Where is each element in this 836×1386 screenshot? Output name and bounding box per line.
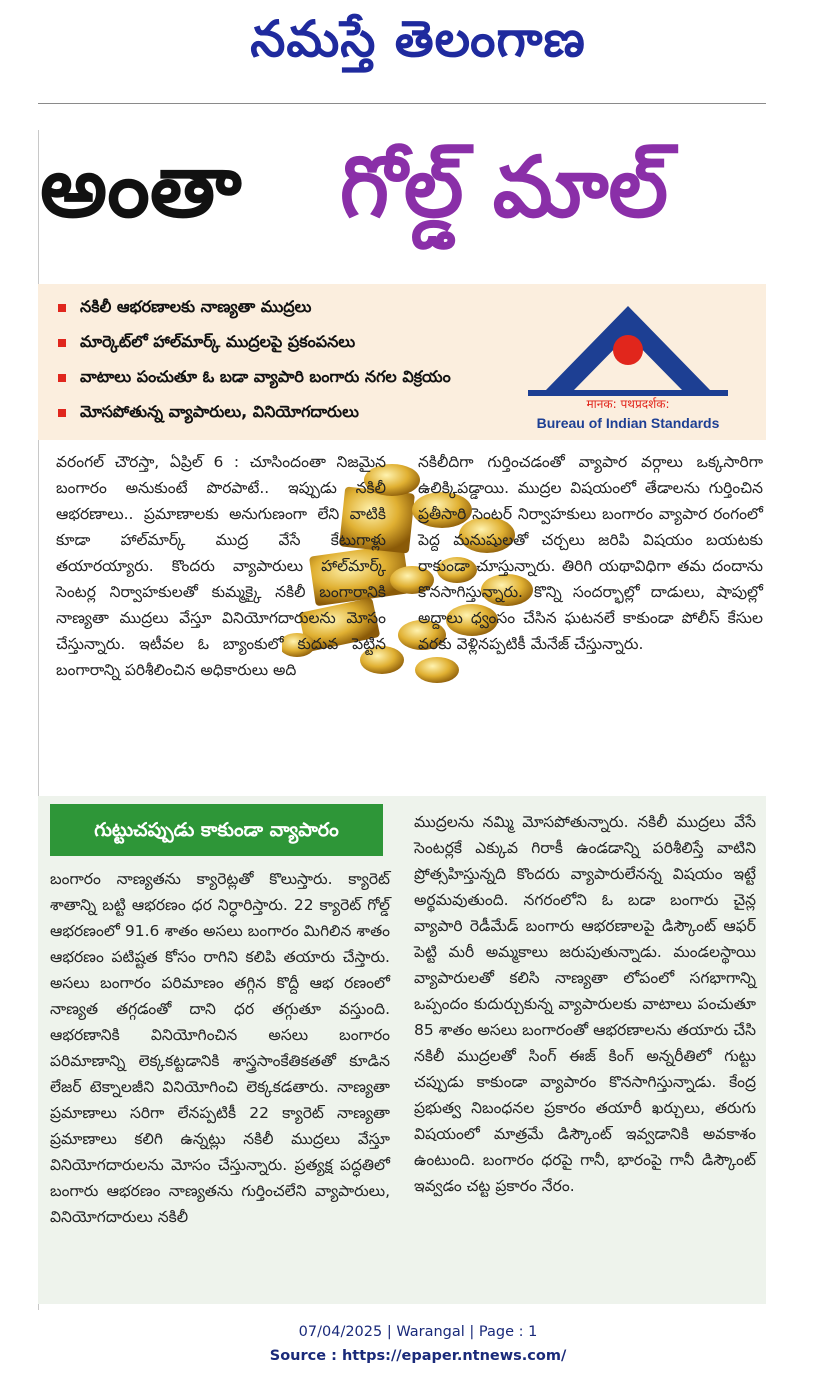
headline-part-1: అంతా [40,138,242,236]
highlight-item: మోసపోతున్న వ్యాపారులు, వినియోగదారులు [58,402,359,425]
highlight-item: వాటాలు పంచుతూ ఓ బడా వ్యాపారి బంగారు నగల విక్రయం [58,367,451,390]
bis-english-text: Bureau of Indian Standards [536,415,720,431]
highlight-item: నకిలీ ఆభరణాలకు నాణ్యతా ముద్రలు [58,297,311,320]
highlight-item: మార్కెట్‌లో హాల్‌మార్క్ ముద్రలపై ప్రకంపనలు [58,332,355,355]
sidebar-column-1: బంగారం నాణ్యతను క్యారెట్లతో కొలుస్తారు. క్యారెట్ శాతాన్ని బట్టి ఆభరణం ధర నిర్ధారిస్తారు. 22 క్యారెట్ గోల్డ్ ఆభరణంలో 91.6 శాతం అసలు బంగారం మిగిలిన శాతం ఆభరణం పటిష్టత కోసం రాగిని కలిపి తయారు చేస్తారు. అసలు బంగారం పరిమాణం తగ్గిన కొద్దీ ఆభ రణంలో నాణ్యత తగ్గడంతో దాని ధర తగ్గుతూ వస్తుంది. ఆభరణానికి వినియోగించిన అసలు బంగారం పరిమాణాన్ని లెక్కకట్టడానికి శాస్త్రసాంకేతికతతో కూడిన లేజర్ టెక్నాలజీని వినియోగించి లెక్కకడతారు. నాణ్యతా ప్రమాణాలు సరిగా లేనప్పటికీ 22 క్యారెట్ నాణ్యతా ప్రమాణాలు కలిగి ఉన్నట్లు నకిలీ ముద్రలు వేస్తూ వినియోగదారులను మోసం చేస్తున్నారు. ప్రత్యక్ష పద్ధతిలో బంగారు ఆభరణం నాణ్యతను గుర్తించలేని వ్యాపారులు, వినియోగదారులు నకిలీ [50,870,390,1226]
footer-date-edition: 07/04/2025 | Warangal | Page : 1 [298,1324,538,1340]
newspaper-title: నమస్తే తెలంగాణ [250,10,586,68]
bis-hindi-text: मानक: पथप्रदर्शक: [586,397,670,411]
headline-part-2: గోల్డ్ మాల్ [340,138,669,236]
sidebar-subheading: గుట్టుచప్పుడు కాకుండా వ్యాపారం [50,804,383,856]
article-column-1: వరంగల్ చౌరస్తా, ఏప్రిల్ 6 : చూసిందంతా నిజమైన బంగారం అనుకుంటే పొరపాటే.. ఇప్పుడు నకిలీ ఆభరణాలు.. ప్రమాణాలకు అనుగుణంగా లేని వాటికి కూడా హాల్‌మార్క్ ముద్ర వేసే కేటుగాళ్లు తయారయ్యారు. కొందరు వ్యాపారులు హాల్‌మార్క్ సెంటర్ల నిర్వాహకులతో కుమ్మక్కై నకిలీ బంగారానికి నాణ్యతా ముద్రలు వేస్తూ వినియోగదారులను మోసం చేస్తున్నారు. ఇటీవల ఓ బ్యాంకులో కుదువ పెట్టిన బంగారాన్ని పరిశీలించిన అధికారులు అది [56,453,386,679]
masthead-divider [38,103,766,104]
article-headline [40,122,766,262]
footer-source-link[interactable]: Source : https://epaper.ntnews.com/ [269,1348,567,1364]
masthead [0,0,836,104]
bullet-marker [58,409,66,417]
bullet-marker [58,374,66,382]
bullet-marker [58,304,66,312]
bullet-marker [58,339,66,347]
article-column-2: నకిలీదిగా గుర్తించడంతో వ్యాపార వర్గాలు ఒక్కసారిగా ఉలిక్కిపడ్డాయి. ముద్రల విషయంలో తేడాలను గుర్తించిన ప్రతీసారి సెంటర్ నిర్వాహకులు బంగారం వ్యాపార రంగంలో పెద్ద మనుషులతో చర్చలు జరిపి విషయం బయటకు రాకుండా చూస్తున్నారు. తిరిగి యథావిధిగా తమ దందాను కొనసాగిస్తున్నారు. కొన్ని సందర్భాల్లో దాడులు, షాపుల్లో అద్దాలు ధ్వంసం చేసిన ఘటనలే కాకుండా పోలీస్ కేసుల వరకు వెళ్లినప్పటికీ మేనేజ్ చేస్తున్నారు. [418,453,763,653]
bis-logo [528,290,742,435]
sidebar-column-2: ముద్రలను నమ్మి మోసపోతున్నారు. నకిలీ ముద్రలు వేసే సెంటర్లకే ఎక్కువ గిరాకీ ఉండడాన్ని పరిశీలిస్తే వాటిని ప్రోత్సహిస్తున్నది కొందరు వ్యాపారులేనన్న విషయం ఇట్టే అర్థమవుతుంది. నగరంలోని ఓ బడా బంగారు చైన్ల వ్యాపారి రెడీమేడ్ బంగారు ఆభరణాలపై డిస్కౌంట్ ఆఫర్ పెట్టి మరీ అమ్మకాలు జరుపుతున్నాడు. మండలస్థాయి వ్యాపారులతో కలిసి నాణ్యతా లోపంలో సగభాగాన్ని ఒప్పందం కుదుర్చుకున్న వ్యాపారులకు వాటాలు పంచుతూ 85 శాతం అసలు బంగారంతో ఆభరణాలను తయారు చేసి నకిలీ ముద్రలతో సింగ్ ఈజ్ కింగ్ అన్నరీతిలో గుట్టు చప్పుడు కాకుండా వ్యాపారం కొనసాగిస్తున్నాడు. కేంద్ర ప్రభుత్వ నిబంధనల ప్రకారం తయారీ ఖర్చులు, తరుగు విషయంలో మాత్రమే డిస్కౌంట్ ఇవ్వడానికి అవకాశం ఉంటుంది. బంగారం ధరపై గానీ, భారంపై గానీ డిస్కౌంట్ ఇవ్వడం చట్ట ప్రకారం నేరం. [414,813,756,1195]
